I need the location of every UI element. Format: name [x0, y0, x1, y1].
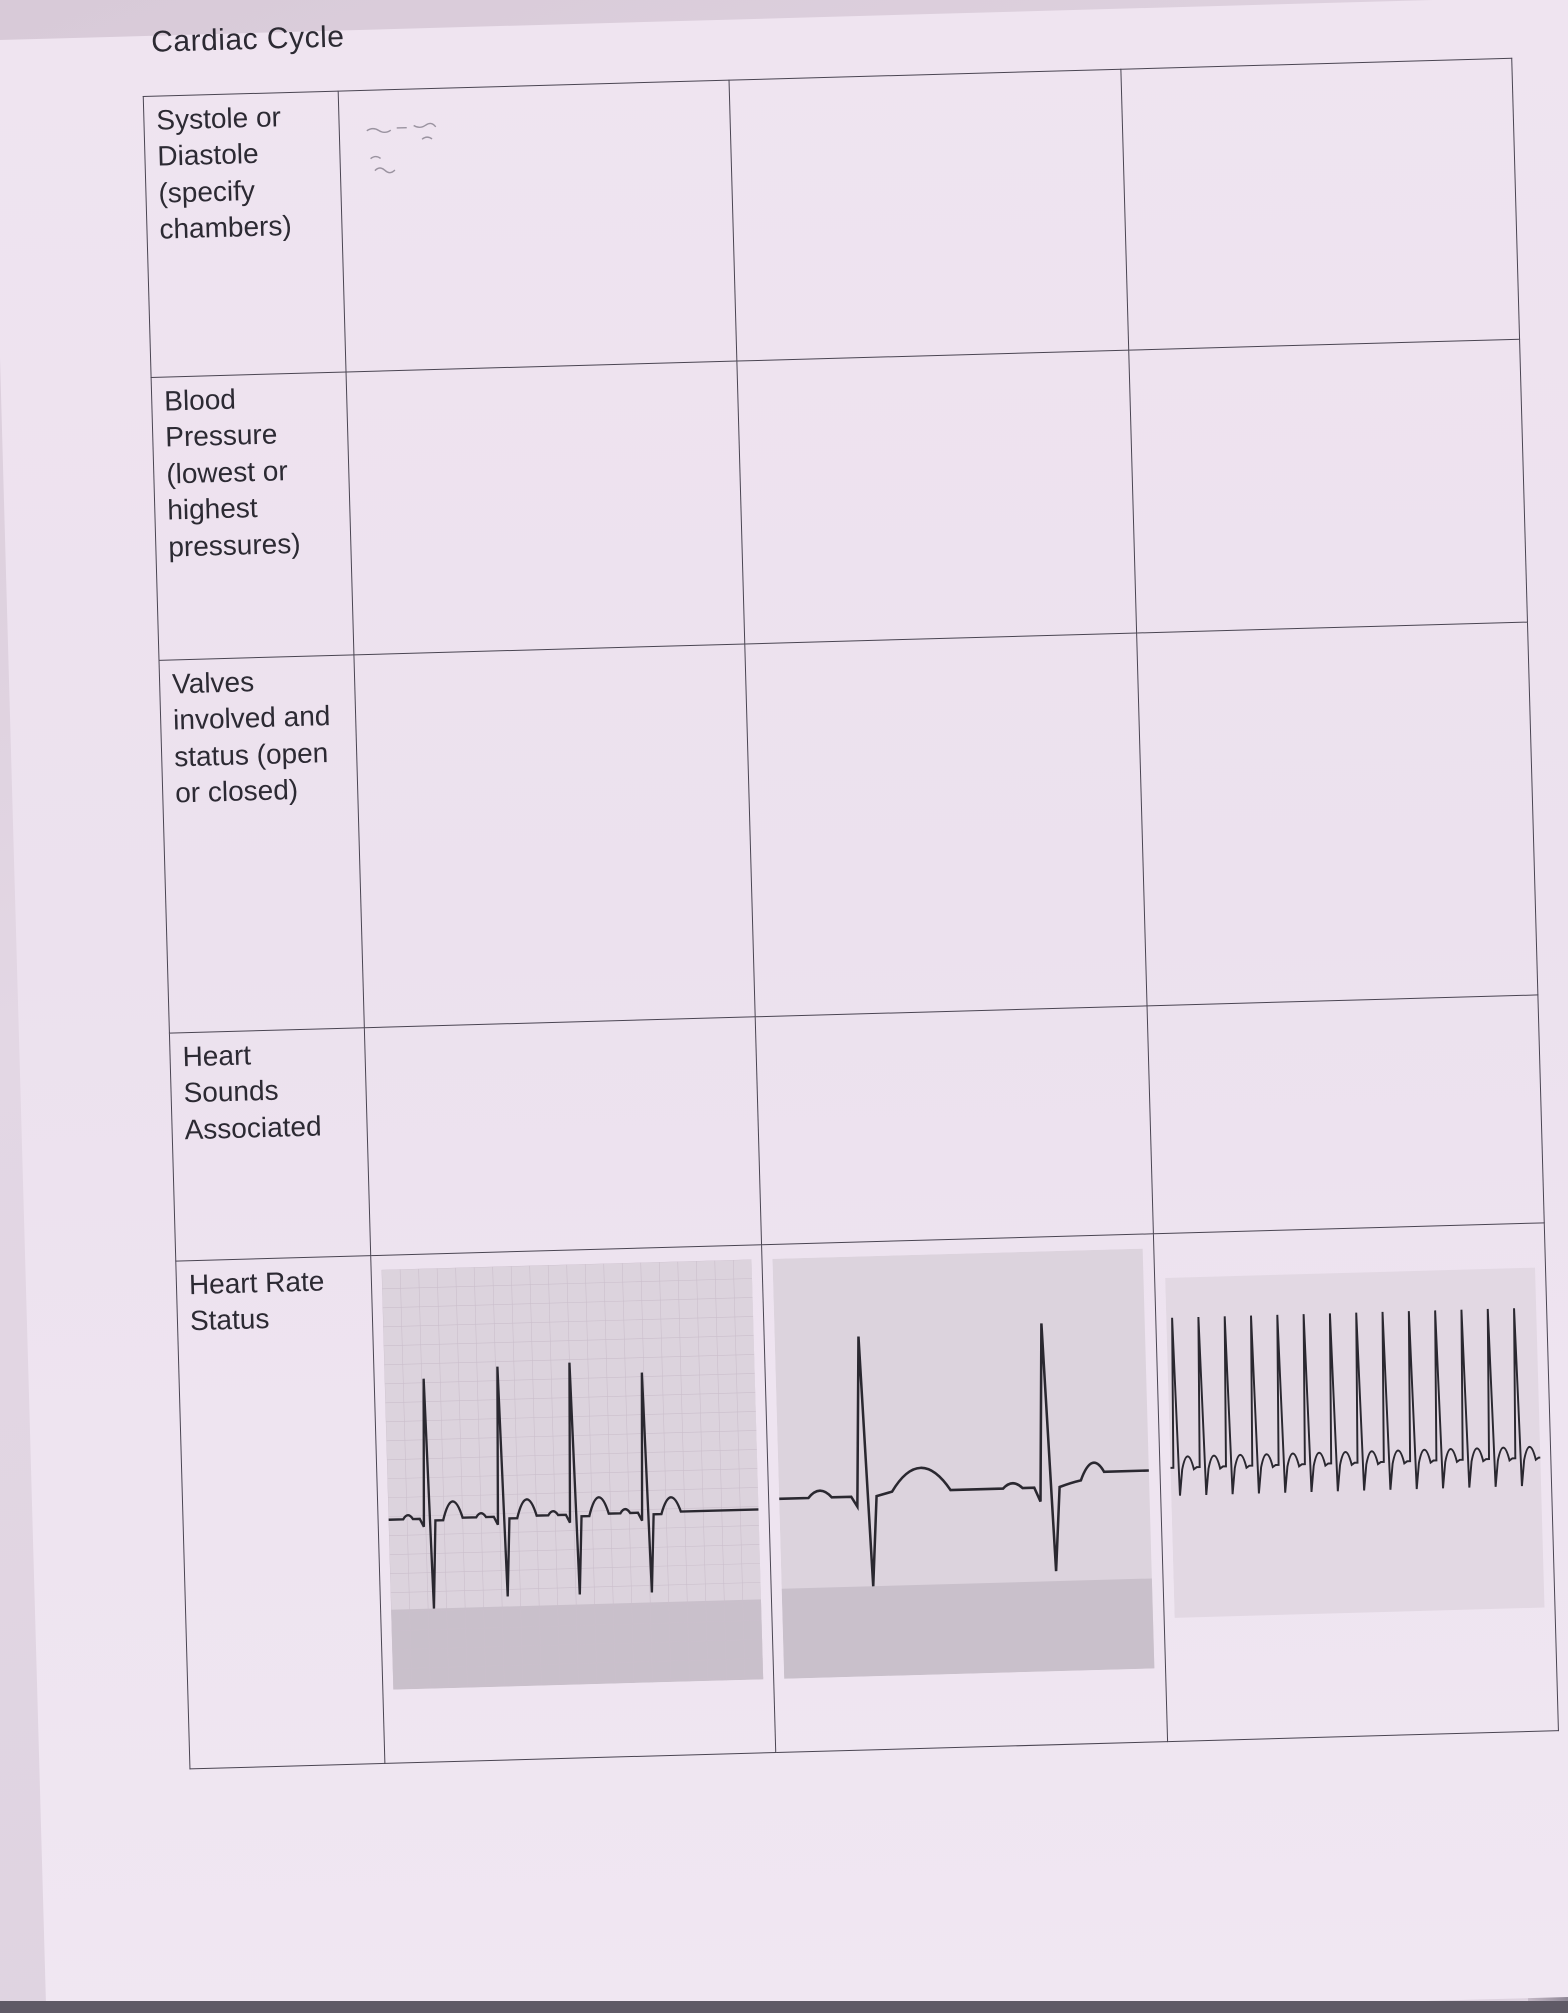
ecg-cell-slow — [762, 1234, 1167, 1753]
answer-cell[interactable] — [737, 350, 1136, 644]
row-label-heart-rate: Heart Rate Status — [176, 1256, 385, 1769]
row-label-blood-pressure: Blood Pressure (lowest or highest pressures) — [151, 372, 354, 660]
background-surface-bottom — [0, 2001, 1568, 2013]
row-label-heart-sounds: Heart Sounds Associated — [169, 1028, 370, 1261]
answer-cell[interactable] — [354, 644, 756, 1028]
ecg-strip-normal-rate — [382, 1259, 764, 1689]
ecg-waveform-fast-icon — [1164, 1238, 1546, 1668]
table-row — [151, 339, 1527, 660]
table-row — [176, 1223, 1559, 1769]
answer-cell[interactable] — [338, 80, 737, 372]
table-row — [169, 995, 1544, 1261]
ecg-waveform-normal-icon — [382, 1259, 764, 1689]
answer-cell[interactable] — [745, 633, 1147, 1017]
answer-cell[interactable] — [364, 1017, 762, 1256]
ecg-strip-slow-rate — [773, 1249, 1155, 1679]
ecg-strip-fast-rate — [1164, 1238, 1546, 1668]
row-label-valves: Valves involved and status (open or closed) — [159, 655, 364, 1033]
answer-cell[interactable] — [1128, 339, 1527, 633]
answer-cell[interactable] — [346, 361, 745, 655]
ecg-waveform-slow-icon — [773, 1249, 1155, 1679]
ecg-cell-normal — [371, 1245, 776, 1764]
answer-cell[interactable] — [756, 1006, 1154, 1245]
pencil-scribble-icon — [362, 118, 454, 190]
ecg-cell-fast — [1153, 1223, 1558, 1742]
table-row — [143, 58, 1519, 377]
row-label-systole-diastole: Systole or Diastole (specify chambers) — [143, 91, 346, 377]
answer-cell[interactable] — [1147, 995, 1545, 1234]
answer-cell[interactable] — [1121, 58, 1520, 350]
answer-cell[interactable] — [1136, 622, 1538, 1006]
table-row — [159, 622, 1538, 1033]
answer-cell[interactable] — [729, 69, 1128, 361]
cardiac-cycle-table — [143, 58, 1559, 1770]
page-title: Cardiac Cycle — [150, 20, 345, 59]
